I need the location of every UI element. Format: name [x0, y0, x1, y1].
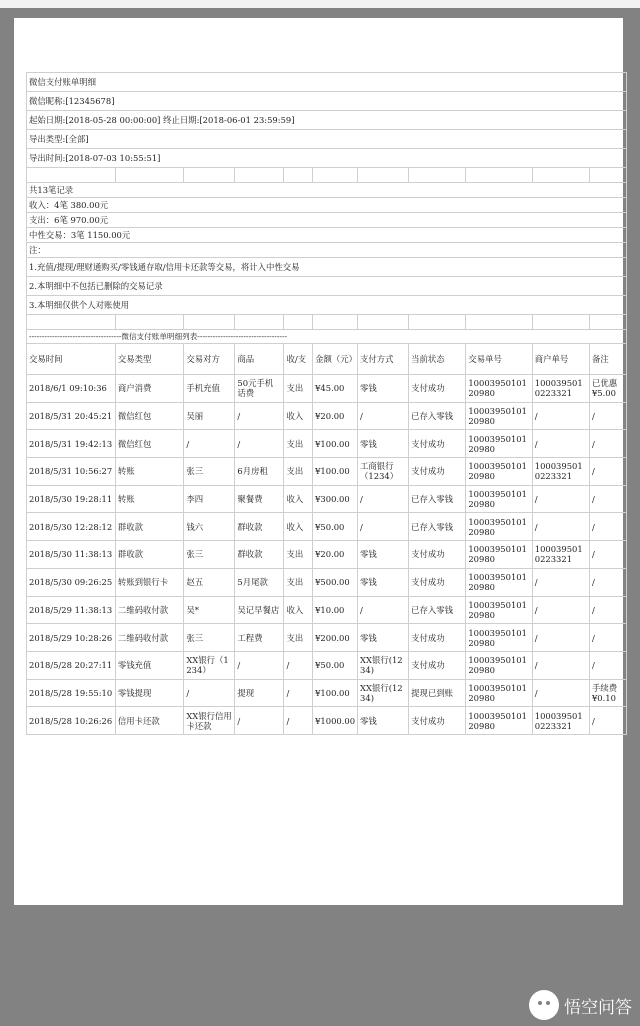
- table-cell: 支出: [284, 568, 313, 596]
- column-header: 交易时间: [27, 344, 116, 375]
- table-cell: 支付成功: [409, 568, 466, 596]
- empty-cell: [313, 168, 358, 183]
- table-cell: 二维码收付款: [115, 624, 183, 652]
- table-row: [27, 485, 627, 513]
- empty-cell: [466, 168, 532, 183]
- empty-cell: [284, 315, 313, 330]
- note-item: 1.充值/提现/理财通购买/零钱通存取/信用卡还款等交易，将计入中性交易: [27, 258, 627, 277]
- summary-row: [27, 213, 627, 228]
- table-cell: 支付成功: [409, 375, 466, 403]
- column-header: 交易对方: [184, 344, 235, 375]
- table-cell: /: [532, 651, 589, 679]
- list-separator: ------------------------------------微信支付账单明细列表-----------------------------------: [27, 330, 627, 344]
- table-cell: /: [589, 568, 626, 596]
- table-cell: /: [589, 624, 626, 652]
- table-cell: 支付成功: [409, 541, 466, 569]
- table-cell: 信用卡还款: [115, 707, 183, 735]
- table-cell: ¥45.00: [313, 375, 358, 403]
- table-cell: 1000395010223321: [532, 458, 589, 486]
- table-cell: /: [358, 485, 409, 513]
- table-row: [27, 375, 627, 403]
- table-cell: /: [532, 430, 589, 458]
- table-cell: ¥200.00: [313, 624, 358, 652]
- note-item: 3.本明细仅供个人对账使用: [27, 296, 627, 315]
- table-row: [27, 679, 627, 707]
- empty-cell: [532, 168, 589, 183]
- nickname: 微信昵称:[12345678]: [27, 92, 627, 111]
- table-cell: 1000395010120980: [466, 513, 532, 541]
- table-cell: ¥20.00: [313, 541, 358, 569]
- table-cell: 零钱: [358, 430, 409, 458]
- table-cell: ¥10.00: [313, 596, 358, 624]
- column-header-row: [27, 344, 627, 375]
- column-header: 商品: [235, 344, 284, 375]
- table-cell: /: [284, 651, 313, 679]
- table-cell: /: [532, 679, 589, 707]
- table-cell: ¥50.00: [313, 651, 358, 679]
- table-cell: 1000395010120980: [466, 402, 532, 430]
- table-cell: 2018/5/28 19:55:10: [27, 679, 116, 707]
- table-cell: 提现: [235, 679, 284, 707]
- table-cell: 群收款: [115, 513, 183, 541]
- table-cell: 支出: [284, 541, 313, 569]
- table-cell: 2018/5/28 20:27:11: [27, 651, 116, 679]
- table-cell: 零钱: [358, 568, 409, 596]
- column-header: 备注: [589, 344, 626, 375]
- table-row: [27, 458, 627, 486]
- header-row: [27, 149, 627, 168]
- table-cell: /: [532, 485, 589, 513]
- empty-cell: [284, 168, 313, 183]
- empty-cell: [235, 168, 284, 183]
- table-cell: 1000395010120980: [466, 651, 532, 679]
- table-cell: /: [589, 458, 626, 486]
- empty-cell: [115, 315, 183, 330]
- table-cell: 1000395010120980: [466, 458, 532, 486]
- table-cell: /: [184, 430, 235, 458]
- empty-cell: [358, 315, 409, 330]
- table-cell: /: [235, 402, 284, 430]
- table-cell: /: [532, 624, 589, 652]
- table-cell: ¥100.00: [313, 430, 358, 458]
- table-cell: XX银行(1234): [358, 679, 409, 707]
- table-row: [27, 541, 627, 569]
- table-cell: 2018/5/28 10:26:26: [27, 707, 116, 735]
- note-row: [27, 296, 627, 315]
- summary-neutral: 中性交易：3笔 1150.00元: [27, 228, 627, 243]
- column-header: 交易单号: [466, 344, 532, 375]
- table-cell: 转账: [115, 485, 183, 513]
- table-cell: 工商银行（1234）: [358, 458, 409, 486]
- summary-income: 收入：4笔 380.00元: [27, 198, 627, 213]
- summary-expense: 支出：6笔 970.00元: [27, 213, 627, 228]
- table-cell: 李四: [184, 485, 235, 513]
- bill-title: 微信支付账单明细: [27, 73, 627, 92]
- table-cell: 零钱: [358, 707, 409, 735]
- date-range: 起始日期:[2018-05-28 00:00:00] 终止日期:[2018-06-01 23:59:59]: [27, 111, 627, 130]
- table-cell: 零钱: [358, 375, 409, 403]
- table-cell: 商户消费: [115, 375, 183, 403]
- table-cell: 手机充值: [184, 375, 235, 403]
- table-row: [27, 596, 627, 624]
- table-cell: 群收款: [235, 541, 284, 569]
- separator-row: [27, 330, 627, 344]
- empty-cell: [184, 168, 235, 183]
- table-cell: /: [235, 651, 284, 679]
- table-cell: 转账: [115, 458, 183, 486]
- empty-cell: [532, 315, 589, 330]
- table-cell: 支付成功: [409, 624, 466, 652]
- spreadsheet-page: [14, 18, 623, 905]
- table-cell: /: [589, 402, 626, 430]
- table-cell: 钱六: [184, 513, 235, 541]
- table-cell: /: [589, 541, 626, 569]
- column-header: 当前状态: [409, 344, 466, 375]
- table-cell: 1000395010120980: [466, 568, 532, 596]
- table-cell: 收入: [284, 402, 313, 430]
- table-cell: 2018/5/31 20:45:21: [27, 402, 116, 430]
- empty-cell: [184, 315, 235, 330]
- table-cell: 零钱: [358, 624, 409, 652]
- table-cell: 支付成功: [409, 458, 466, 486]
- table-cell: 已优惠¥5.00: [589, 375, 626, 403]
- table-cell: 收入: [284, 596, 313, 624]
- table-cell: 2018/5/30 09:26:25: [27, 568, 116, 596]
- table-cell: XX银行信用卡还款: [184, 707, 235, 735]
- empty-cell: [589, 315, 626, 330]
- table-cell: 已存入零钱: [409, 402, 466, 430]
- table-cell: 2018/5/30 11:38:13: [27, 541, 116, 569]
- table-row: [27, 568, 627, 596]
- wukong-logo-icon: [529, 990, 559, 1020]
- viewer-top-bar: [0, 0, 640, 8]
- table-cell: 1000395010223321: [532, 375, 589, 403]
- table-cell: /: [589, 513, 626, 541]
- note-row: [27, 243, 627, 258]
- table-cell: /: [532, 513, 589, 541]
- table-cell: ¥50.00: [313, 513, 358, 541]
- table-cell: ¥100.00: [313, 458, 358, 486]
- table-cell: 吴丽: [184, 402, 235, 430]
- watermark: [529, 990, 632, 1020]
- table-cell: ¥20.00: [313, 402, 358, 430]
- table-cell: 已存入零钱: [409, 513, 466, 541]
- header-row: [27, 92, 627, 111]
- table-cell: /: [358, 402, 409, 430]
- table-cell: 5月尾款: [235, 568, 284, 596]
- table-cell: 张三: [184, 458, 235, 486]
- table-cell: 提现已到账: [409, 679, 466, 707]
- column-header: 金额（元）: [313, 344, 358, 375]
- table-cell: 聚餐费: [235, 485, 284, 513]
- note-item: 2.本明细中不包括已删除的交易记录: [27, 277, 627, 296]
- header-row: [27, 130, 627, 149]
- empty-cell: [358, 168, 409, 183]
- table-cell: 支付成功: [409, 707, 466, 735]
- table-cell: 50元手机话费: [235, 375, 284, 403]
- table-cell: 张三: [184, 624, 235, 652]
- column-header: 支付方式: [358, 344, 409, 375]
- table-cell: /: [589, 707, 626, 735]
- summary-row: [27, 198, 627, 213]
- table-cell: 微信红包: [115, 402, 183, 430]
- table-cell: 吴*: [184, 596, 235, 624]
- table-cell: XX银行（1234）: [184, 651, 235, 679]
- table-cell: 吴记早餐店: [235, 596, 284, 624]
- table-cell: 支出: [284, 624, 313, 652]
- table-cell: /: [358, 513, 409, 541]
- table-cell: 2018/5/31 10:56:27: [27, 458, 116, 486]
- empty-cell: [313, 315, 358, 330]
- table-cell: 2018/5/29 10:28:26: [27, 624, 116, 652]
- table-cell: 群收款: [115, 541, 183, 569]
- table-cell: 零钱: [358, 541, 409, 569]
- table-row: [27, 624, 627, 652]
- column-header: 商户单号: [532, 344, 589, 375]
- notes-label: 注：: [27, 243, 627, 258]
- empty-cell: [409, 315, 466, 330]
- table-cell: 转账到银行卡: [115, 568, 183, 596]
- table-cell: 微信红包: [115, 430, 183, 458]
- summary-row: [27, 183, 627, 198]
- bill-table: [26, 72, 627, 735]
- table-cell: 支付成功: [409, 430, 466, 458]
- header-row: [27, 111, 627, 130]
- table-cell: 支出: [284, 458, 313, 486]
- table-cell: 1000395010120980: [466, 430, 532, 458]
- blank-row: [27, 168, 627, 183]
- table-cell: 1000395010223321: [532, 707, 589, 735]
- table-cell: /: [284, 679, 313, 707]
- table-cell: /: [184, 679, 235, 707]
- table-cell: 1000395010120980: [466, 707, 532, 735]
- table-cell: 收入: [284, 485, 313, 513]
- table-cell: XX银行(1234): [358, 651, 409, 679]
- table-cell: /: [532, 568, 589, 596]
- table-row: [27, 430, 627, 458]
- empty-cell: [589, 168, 626, 183]
- table-cell: 1000395010120980: [466, 679, 532, 707]
- table-cell: 支出: [284, 430, 313, 458]
- table-cell: 2018/5/30 19:28:11: [27, 485, 116, 513]
- table-cell: 1000395010120980: [466, 485, 532, 513]
- watermark-text: 悟空问答: [564, 997, 632, 1018]
- table-cell: 零钱充值: [115, 651, 183, 679]
- table-cell: 支出: [284, 375, 313, 403]
- blank-row: [27, 315, 627, 330]
- table-cell: /: [589, 430, 626, 458]
- empty-cell: [27, 315, 116, 330]
- table-cell: 2018/5/29 11:38:13: [27, 596, 116, 624]
- column-header: 交易类型: [115, 344, 183, 375]
- header-row: [27, 73, 627, 92]
- table-cell: ¥1000.00: [313, 707, 358, 735]
- table-cell: /: [589, 485, 626, 513]
- table-cell: /: [358, 596, 409, 624]
- table-cell: /: [532, 596, 589, 624]
- table-cell: 工程费: [235, 624, 284, 652]
- table-cell: 手续费¥0.10: [589, 679, 626, 707]
- table-cell: 收入: [284, 513, 313, 541]
- empty-cell: [409, 168, 466, 183]
- table-cell: /: [235, 707, 284, 735]
- export-time: 导出时间:[2018-07-03 10:55:51]: [27, 149, 627, 168]
- note-row: [27, 277, 627, 296]
- summary-total: 共13笔记录: [27, 183, 627, 198]
- column-header: 收/支: [284, 344, 313, 375]
- empty-cell: [115, 168, 183, 183]
- table-row: [27, 707, 627, 735]
- table-cell: /: [532, 402, 589, 430]
- table-cell: 张三: [184, 541, 235, 569]
- table-cell: 零钱提现: [115, 679, 183, 707]
- table-cell: 群收款: [235, 513, 284, 541]
- table-cell: /: [589, 596, 626, 624]
- table-cell: /: [235, 430, 284, 458]
- table-row: [27, 651, 627, 679]
- table-cell: 1000395010120980: [466, 596, 532, 624]
- table-cell: 2018/5/30 12:28:12: [27, 513, 116, 541]
- table-cell: ¥100.00: [313, 679, 358, 707]
- table-cell: 已存入零钱: [409, 596, 466, 624]
- table-cell: 1000395010120980: [466, 624, 532, 652]
- summary-row: [27, 228, 627, 243]
- table-cell: 2018/6/1 09:10:36: [27, 375, 116, 403]
- table-cell: 赵五: [184, 568, 235, 596]
- table-cell: 1000395010223321: [532, 541, 589, 569]
- table-cell: 已存入零钱: [409, 485, 466, 513]
- table-cell: ¥300.00: [313, 485, 358, 513]
- empty-cell: [466, 315, 532, 330]
- table-cell: 1000395010120980: [466, 375, 532, 403]
- table-cell: 支付成功: [409, 651, 466, 679]
- table-cell: /: [284, 707, 313, 735]
- table-cell: 2018/5/31 19:42:13: [27, 430, 116, 458]
- empty-cell: [235, 315, 284, 330]
- table-cell: ¥500.00: [313, 568, 358, 596]
- table-cell: 二维码收付款: [115, 596, 183, 624]
- note-row: [27, 258, 627, 277]
- table-row: [27, 402, 627, 430]
- empty-cell: [27, 168, 116, 183]
- table-row: [27, 513, 627, 541]
- table-cell: 6月房租: [235, 458, 284, 486]
- export-type: 导出类型:[全部]: [27, 130, 627, 149]
- table-cell: 1000395010120980: [466, 541, 532, 569]
- table-cell: /: [589, 651, 626, 679]
